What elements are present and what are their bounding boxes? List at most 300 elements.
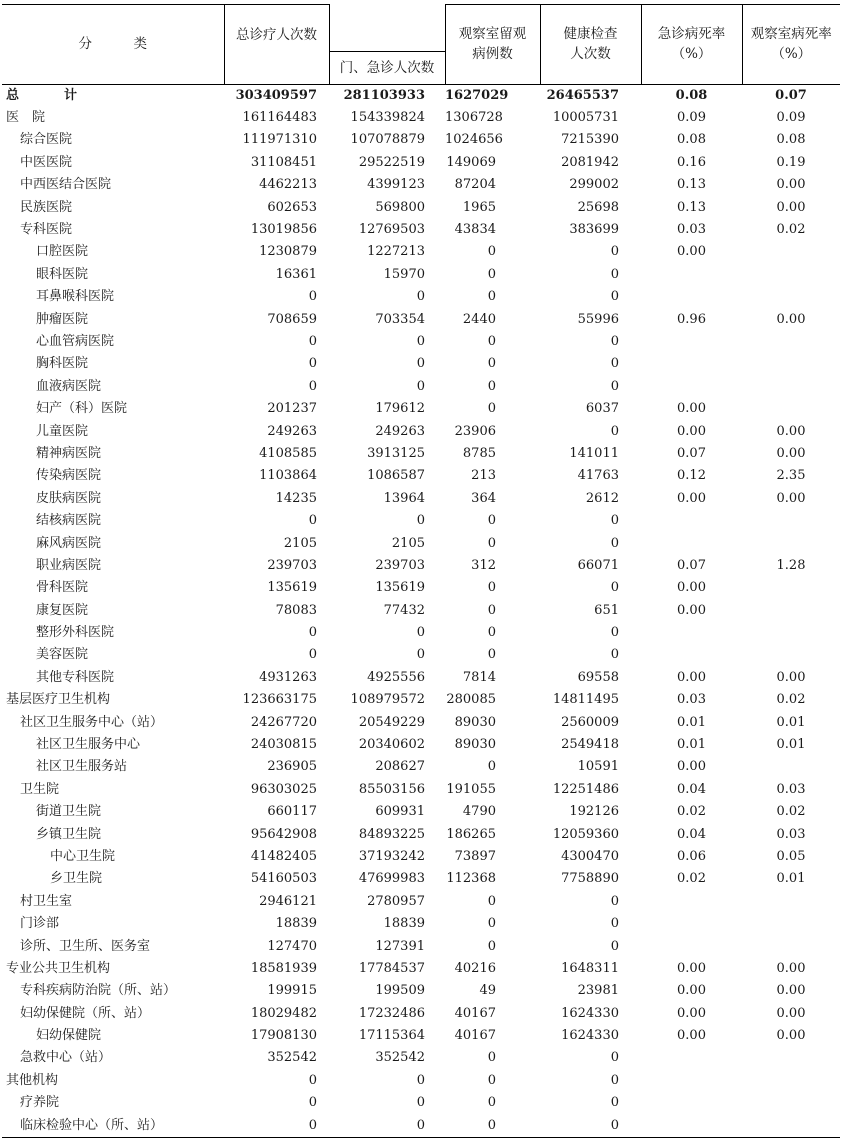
cell-observation-cases: 0 xyxy=(487,1095,496,1111)
cell-health-check: 0 xyxy=(540,1114,641,1137)
cell-total-visits: 0 xyxy=(308,513,317,529)
cell-observation-mortality xyxy=(742,622,840,644)
cell-emergency-mortality: 0.03 xyxy=(677,222,706,238)
cell-emergency-mortality xyxy=(641,264,742,286)
table-row xyxy=(2,801,840,823)
cell-health-check: 0 xyxy=(610,1050,619,1066)
table-body xyxy=(2,84,840,1137)
cell-health-check: 0 xyxy=(610,916,619,932)
cell-emergency-mortality: 0.02 xyxy=(677,871,706,887)
cell-outpatient-emergency: 17232486 xyxy=(358,1005,425,1021)
cell-emergency-mortality xyxy=(641,353,742,375)
cell-health-check: 14811495 xyxy=(552,692,619,708)
table-row xyxy=(2,152,840,174)
cell-emergency-mortality: 0.07 xyxy=(677,557,706,573)
cell-outpatient-emergency: 4925556 xyxy=(367,669,425,685)
cell-outpatient-emergency: 569800 xyxy=(375,199,425,215)
cell-observation-cases: 0 xyxy=(487,647,496,663)
cell-observation-cases: 0 xyxy=(487,893,496,909)
cell-observation-mortality: 0.00 xyxy=(776,669,806,685)
cell-emergency-mortality: 0.08 xyxy=(677,132,706,148)
cell-health-check: 2549418 xyxy=(561,737,619,753)
cell-outpatient-emergency: 199509 xyxy=(375,983,425,999)
table-row xyxy=(2,667,840,689)
cell-observation-mortality xyxy=(742,331,840,353)
cell-health-check: 0 xyxy=(610,423,619,439)
cell-health-check: 41763 xyxy=(577,468,619,484)
cell-health-check: 12251486 xyxy=(552,781,619,797)
header-observation-cases-line1: 观察室留观 xyxy=(458,26,527,43)
cell-emergency-mortality xyxy=(641,286,742,308)
cell-observation-cases: 112368 xyxy=(446,871,496,887)
cell-total-visits: 0 xyxy=(308,333,317,349)
header-observation-mortality xyxy=(742,5,840,85)
cell-health-check: 10591 xyxy=(577,759,619,775)
cell-observation-mortality xyxy=(742,756,840,778)
cell-emergency-mortality xyxy=(641,935,742,957)
cell-outpatient-emergency: 29522519 xyxy=(358,154,425,170)
cell-total-visits: 2946121 xyxy=(259,893,317,909)
cell-health-check: 1624330 xyxy=(561,1028,619,1044)
cell-total-visits: 18029482 xyxy=(250,1005,317,1021)
row-category: 社区卫生服务站 xyxy=(36,759,128,775)
table-row xyxy=(2,1092,840,1114)
cell-total-visits: 127470 xyxy=(267,938,317,954)
table-row xyxy=(2,935,840,957)
cell-observation-mortality xyxy=(742,264,840,286)
cell-outpatient-emergency: 20340602 xyxy=(358,737,425,753)
row-category: 麻风病医院 xyxy=(36,535,102,551)
cell-observation-mortality xyxy=(742,891,840,913)
row-category: 美容医院 xyxy=(36,647,89,663)
header-emergency-mortality-line2: （%） xyxy=(671,46,712,63)
cell-emergency-mortality: 0.00 xyxy=(677,423,706,439)
cell-emergency-mortality: 0.04 xyxy=(677,781,706,797)
cell-observation-cases: 87204 xyxy=(454,177,496,193)
cell-observation-mortality: 0.19 xyxy=(776,154,806,170)
table-row xyxy=(2,711,840,733)
cell-outpatient-emergency: 179612 xyxy=(375,401,425,417)
cell-outpatient-emergency: 85503156 xyxy=(358,781,425,797)
header-outpatient-emergency: 门、急诊人次数 xyxy=(329,51,445,84)
row-category: 其他机构 xyxy=(6,1072,59,1088)
cell-emergency-mortality: 0.16 xyxy=(677,154,706,170)
cell-outpatient-emergency: 47699983 xyxy=(358,871,425,887)
cell-observation-cases: 49 xyxy=(479,983,496,999)
cell-observation-mortality xyxy=(742,510,840,532)
cell-health-check: 10005731 xyxy=(552,110,619,126)
cell-health-check: 0 xyxy=(610,513,619,529)
cell-outpatient-emergency: 0 xyxy=(416,1095,425,1111)
cell-health-check: 383699 xyxy=(569,222,619,238)
cell-observation-cases: 0 xyxy=(487,401,496,417)
row-category: 民族医院 xyxy=(20,199,73,215)
table-row xyxy=(2,398,840,420)
cell-observation-mortality: 0.00 xyxy=(776,177,806,193)
cell-total-visits: 78083 xyxy=(275,602,317,618)
cell-total-visits: 135619 xyxy=(267,580,317,596)
row-category: 卫生院 xyxy=(20,781,60,797)
cell-outpatient-emergency: 281103933 xyxy=(329,84,445,107)
table-row xyxy=(2,1070,840,1092)
cell-health-check: 25698 xyxy=(577,199,619,215)
row-category: 妇幼保健院 xyxy=(36,1028,102,1044)
row-category: 肿瘤医院 xyxy=(36,311,89,327)
table-row xyxy=(2,264,840,286)
cell-emergency-mortality xyxy=(641,1114,742,1137)
table-row xyxy=(2,1047,840,1069)
cell-observation-cases: 312 xyxy=(471,557,496,573)
cell-health-check: 0 xyxy=(610,356,619,372)
cell-emergency-mortality: 0.00 xyxy=(677,490,706,506)
table-row xyxy=(2,958,840,980)
cell-outpatient-emergency: 15970 xyxy=(383,266,425,282)
cell-outpatient-emergency: 2780957 xyxy=(367,893,425,909)
cell-health-check: 2612 xyxy=(585,490,619,506)
cell-health-check: 23981 xyxy=(577,983,619,999)
cell-total-visits: 660117 xyxy=(267,804,317,820)
cell-health-check: 2560009 xyxy=(561,714,619,730)
header-total-visits-lower xyxy=(224,51,329,84)
cell-emergency-mortality: 0.00 xyxy=(677,960,706,976)
cell-total-visits: 111971310 xyxy=(242,132,317,148)
cell-emergency-mortality xyxy=(641,331,742,353)
cell-observation-mortality xyxy=(742,532,840,554)
cell-total-visits: 16361 xyxy=(275,266,317,282)
cell-health-check: 4300470 xyxy=(561,848,619,864)
table-row xyxy=(2,913,840,935)
cell-outpatient-emergency: 249263 xyxy=(375,423,425,439)
cell-outpatient-emergency: 239703 xyxy=(375,557,425,573)
row-category: 中心卫生院 xyxy=(50,848,116,864)
cell-emergency-mortality xyxy=(641,913,742,935)
cell-total-visits: 0 xyxy=(308,289,317,305)
cell-observation-cases: 0 xyxy=(487,266,496,282)
table-row xyxy=(2,174,840,196)
cell-observation-mortality xyxy=(742,599,840,621)
cell-health-check: 141011 xyxy=(569,445,619,461)
cell-outpatient-emergency: 609931 xyxy=(375,804,425,820)
row-category: 社区卫生服务中心 xyxy=(36,737,141,753)
cell-observation-mortality: 0.09 xyxy=(776,110,806,126)
cell-observation-mortality: 0.00 xyxy=(776,1028,806,1044)
cell-observation-cases: 0 xyxy=(487,244,496,260)
cell-emergency-mortality: 0.08 xyxy=(641,84,742,107)
cell-observation-mortality: 0.02 xyxy=(776,804,806,820)
cell-observation-cases: 40167 xyxy=(454,1028,496,1044)
cell-observation-cases: 8785 xyxy=(462,445,496,461)
table-row xyxy=(2,779,840,801)
cell-observation-mortality xyxy=(742,376,840,398)
cell-outpatient-emergency: 208627 xyxy=(375,759,425,775)
cell-health-check: 0 xyxy=(610,535,619,551)
cell-emergency-mortality: 0.06 xyxy=(677,848,706,864)
cell-total-visits: 4108585 xyxy=(259,445,317,461)
cell-total-visits: 13019856 xyxy=(250,222,317,238)
cell-outpatient-emergency: 18839 xyxy=(383,916,425,932)
cell-observation-mortality: 0.00 xyxy=(776,311,806,327)
cell-outpatient-emergency: 20549229 xyxy=(358,714,425,730)
cell-outpatient-emergency: 0 xyxy=(416,289,425,305)
cell-emergency-mortality: 0.00 xyxy=(677,1005,706,1021)
cell-total-visits: 18839 xyxy=(275,916,317,932)
cell-outpatient-emergency: 107078879 xyxy=(350,132,425,148)
cell-observation-cases: 0 xyxy=(487,513,496,529)
cell-outpatient-emergency: 1227213 xyxy=(367,244,425,260)
cell-total-visits: 4931263 xyxy=(259,669,317,685)
cell-total-visits: 17908130 xyxy=(250,1028,317,1044)
cell-observation-cases: 1306728 xyxy=(445,110,503,126)
cell-outpatient-emergency: 0 xyxy=(416,513,425,529)
cell-outpatient-emergency: 127391 xyxy=(375,938,425,954)
row-category: 乡镇卫生院 xyxy=(36,826,102,842)
cell-total-visits: 24030815 xyxy=(250,737,317,753)
row-category: 妇产（科）医院 xyxy=(36,401,128,417)
cell-outpatient-emergency: 3913125 xyxy=(367,445,425,461)
table-row xyxy=(2,465,840,487)
cell-emergency-mortality: 0.00 xyxy=(677,983,706,999)
table-row xyxy=(2,622,840,644)
cell-outpatient-emergency: 1086587 xyxy=(367,468,425,484)
cell-emergency-mortality: 0.00 xyxy=(677,602,706,618)
cell-observation-cases: 213 xyxy=(471,468,496,484)
cell-emergency-mortality xyxy=(641,891,742,913)
cell-total-visits: 303409597 xyxy=(224,84,329,107)
cell-total-visits: 96303025 xyxy=(250,781,317,797)
table-row xyxy=(2,734,840,756)
row-category: 门诊部 xyxy=(20,916,60,932)
cell-outpatient-emergency: 17784537 xyxy=(358,960,425,976)
cell-observation-cases: 1965 xyxy=(462,199,496,215)
cell-outpatient-emergency: 77432 xyxy=(383,602,425,618)
table-row xyxy=(2,376,840,398)
cell-observation-cases: 0 xyxy=(487,289,496,305)
cell-observation-mortality xyxy=(742,1070,840,1092)
cell-emergency-mortality: 0.04 xyxy=(677,826,706,842)
row-category: 专科疾病防治院（所、站） xyxy=(20,983,177,999)
cell-observation-mortality xyxy=(742,1114,840,1137)
cell-outpatient-emergency: 703354 xyxy=(375,311,425,327)
cell-health-check: 2081942 xyxy=(561,154,619,170)
row-category: 临床检验中心（所、站） xyxy=(2,1114,224,1137)
cell-emergency-mortality xyxy=(641,1092,742,1114)
cell-health-check: 192126 xyxy=(569,804,619,820)
row-category: 妇幼保健院（所、站） xyxy=(20,1005,151,1021)
cell-observation-mortality: 0.00 xyxy=(776,1005,806,1021)
cell-observation-cases: 89030 xyxy=(454,737,496,753)
header-category: 分 类 xyxy=(2,5,224,85)
cell-emergency-mortality: 0.01 xyxy=(677,737,706,753)
table-row xyxy=(2,846,840,868)
cell-observation-cases: 89030 xyxy=(454,714,496,730)
statistics-table xyxy=(2,4,840,1138)
cell-observation-cases: 0 xyxy=(487,1072,496,1088)
row-category: 血液病医院 xyxy=(36,378,102,394)
row-category: 急救中心（站） xyxy=(20,1050,112,1066)
table-row xyxy=(2,644,840,666)
cell-observation-mortality xyxy=(742,935,840,957)
cell-total-visits: 123663175 xyxy=(242,692,317,708)
cell-outpatient-emergency: 0 xyxy=(329,1114,445,1137)
cell-total-visits: 18581939 xyxy=(250,960,317,976)
cell-total-visits: 708659 xyxy=(267,311,317,327)
cell-observation-cases: 1627029 xyxy=(445,84,540,107)
cell-outpatient-emergency: 0 xyxy=(416,647,425,663)
cell-observation-cases: 7814 xyxy=(462,669,496,685)
table-row xyxy=(2,353,840,375)
cell-health-check: 0 xyxy=(610,938,619,954)
row-category: 综合医院 xyxy=(20,132,73,148)
cell-observation-mortality: 0.00 xyxy=(776,960,806,976)
cell-observation-mortality: 0.01 xyxy=(776,714,806,730)
cell-observation-cases: 23906 xyxy=(454,423,496,439)
table-row xyxy=(2,84,840,107)
cell-health-check: 0 xyxy=(610,625,619,641)
header-observation-mortality-line2: （%） xyxy=(771,46,812,63)
header-health-check-line2: 人次数 xyxy=(570,46,611,63)
cell-health-check: 69558 xyxy=(577,669,619,685)
row-category: 耳鼻喉科医院 xyxy=(36,289,115,305)
header-emergency-mortality-line1: 急诊病死率 xyxy=(657,26,726,43)
cell-outpatient-emergency: 4399123 xyxy=(367,177,425,193)
cell-emergency-mortality: 0.00 xyxy=(677,244,706,260)
table-row xyxy=(2,599,840,621)
cell-total-visits: 0 xyxy=(308,1072,317,1088)
cell-outpatient-emergency: 0 xyxy=(416,333,425,349)
table-row xyxy=(2,420,840,442)
row-category: 心血管病医院 xyxy=(36,333,115,349)
cell-observation-mortality: 0.02 xyxy=(776,692,806,708)
cell-total-visits: 1103864 xyxy=(259,468,317,484)
table-row xyxy=(2,488,840,510)
cell-observation-mortality: 0.07 xyxy=(742,84,840,107)
cell-emergency-mortality xyxy=(641,1047,742,1069)
cell-total-visits: 236905 xyxy=(267,759,317,775)
row-category: 乡卫生院 xyxy=(50,871,103,887)
cell-health-check: 299002 xyxy=(569,177,619,193)
cell-observation-cases: 0 xyxy=(487,333,496,349)
table-row xyxy=(2,241,840,263)
row-category: 社区卫生服务中心（站） xyxy=(20,714,164,730)
cell-total-visits: 352542 xyxy=(267,1050,317,1066)
cell-total-visits: 24267720 xyxy=(250,714,317,730)
cell-total-visits: 602653 xyxy=(267,199,317,215)
cell-health-check: 55996 xyxy=(577,311,619,327)
cell-observation-mortality: 0.00 xyxy=(776,983,806,999)
cell-total-visits: 95642908 xyxy=(250,826,317,842)
table-row xyxy=(2,555,840,577)
cell-total-visits: 31108451 xyxy=(250,154,317,170)
cell-observation-cases: 149069 xyxy=(446,154,496,170)
table-header xyxy=(2,5,840,85)
cell-emergency-mortality: 0.12 xyxy=(677,468,706,484)
row-category: 其他专科医院 xyxy=(36,669,115,685)
cell-emergency-mortality xyxy=(641,622,742,644)
cell-total-visits: 0 xyxy=(308,625,317,641)
cell-health-check: 0 xyxy=(610,1095,619,1111)
table-row xyxy=(2,129,840,151)
cell-observation-mortality: 0.01 xyxy=(776,737,806,753)
cell-outpatient-emergency: 0 xyxy=(416,1072,425,1088)
cell-observation-mortality xyxy=(742,644,840,666)
cell-observation-cases: 0 xyxy=(487,625,496,641)
cell-observation-mortality: 2.35 xyxy=(776,468,806,484)
cell-total-visits: 161164483 xyxy=(242,110,317,126)
cell-observation-mortality: 0.00 xyxy=(776,490,806,506)
cell-observation-cases: 0 xyxy=(487,356,496,372)
cell-health-check: 0 xyxy=(610,378,619,394)
row-category: 街道卫生院 xyxy=(36,804,102,820)
row-category: 口腔医院 xyxy=(36,244,89,260)
cell-outpatient-emergency: 135619 xyxy=(375,580,425,596)
cell-emergency-mortality: 0.00 xyxy=(677,580,706,596)
row-category: 眼科医院 xyxy=(36,266,89,282)
cell-health-check: 66071 xyxy=(577,557,619,573)
cell-observation-mortality: 0.02 xyxy=(776,222,806,238)
cell-total-visits: 199915 xyxy=(267,983,317,999)
cell-observation-mortality xyxy=(742,913,840,935)
cell-total-visits: 249263 xyxy=(267,423,317,439)
cell-total-visits: 54160503 xyxy=(250,871,317,887)
row-category: 骨科医院 xyxy=(36,580,89,596)
cell-emergency-mortality: 0.00 xyxy=(677,759,706,775)
cell-observation-cases: 0 xyxy=(487,759,496,775)
cell-health-check: 0 xyxy=(610,333,619,349)
table-row xyxy=(2,443,840,465)
cell-outpatient-emergency: 154339824 xyxy=(350,110,425,126)
row-category: 精神病医院 xyxy=(36,445,102,461)
row-category: 专科医院 xyxy=(20,222,73,238)
row-category: 村卫生室 xyxy=(20,893,73,909)
table-row xyxy=(2,1003,840,1025)
cell-outpatient-emergency: 37193242 xyxy=(358,848,425,864)
row-category: 皮肤病医院 xyxy=(36,490,102,506)
cell-emergency-mortality: 0.01 xyxy=(677,714,706,730)
cell-observation-cases: 0 xyxy=(445,1114,540,1137)
header-observation-mortality-line1: 观察室病死率 xyxy=(750,26,832,43)
cell-observation-cases: 1024656 xyxy=(445,132,503,148)
cell-observation-mortality: 0.01 xyxy=(776,871,806,887)
row-category: 中西医结合医院 xyxy=(20,177,112,193)
cell-observation-cases: 40167 xyxy=(454,1005,496,1021)
table-row xyxy=(2,689,840,711)
row-category: 康复医院 xyxy=(36,602,89,618)
cell-total-visits: 4462213 xyxy=(259,177,317,193)
cell-observation-cases: 43834 xyxy=(454,222,496,238)
cell-observation-cases: 4790 xyxy=(462,804,496,820)
cell-observation-mortality: 0.05 xyxy=(776,848,806,864)
cell-observation-mortality: 1.28 xyxy=(776,557,806,573)
row-category: 医 院 xyxy=(6,110,46,126)
row-category: 胸科医院 xyxy=(36,356,89,372)
cell-health-check: 0 xyxy=(610,289,619,305)
table-row xyxy=(2,868,840,890)
table-row xyxy=(2,577,840,599)
cell-observation-mortality: 0.00 xyxy=(776,423,806,439)
cell-emergency-mortality: 0.13 xyxy=(677,177,706,193)
cell-emergency-mortality: 0.02 xyxy=(677,804,706,820)
table-row xyxy=(2,331,840,353)
cell-observation-mortality xyxy=(742,577,840,599)
row-category: 传染病医院 xyxy=(36,468,102,484)
table-row xyxy=(2,107,840,129)
cell-health-check: 0 xyxy=(610,647,619,663)
cell-outpatient-emergency: 0 xyxy=(416,625,425,641)
cell-emergency-mortality: 0.96 xyxy=(677,311,706,327)
row-category: 儿童医院 xyxy=(36,423,89,439)
cell-emergency-mortality: 0.00 xyxy=(677,1028,706,1044)
cell-emergency-mortality xyxy=(641,532,742,554)
